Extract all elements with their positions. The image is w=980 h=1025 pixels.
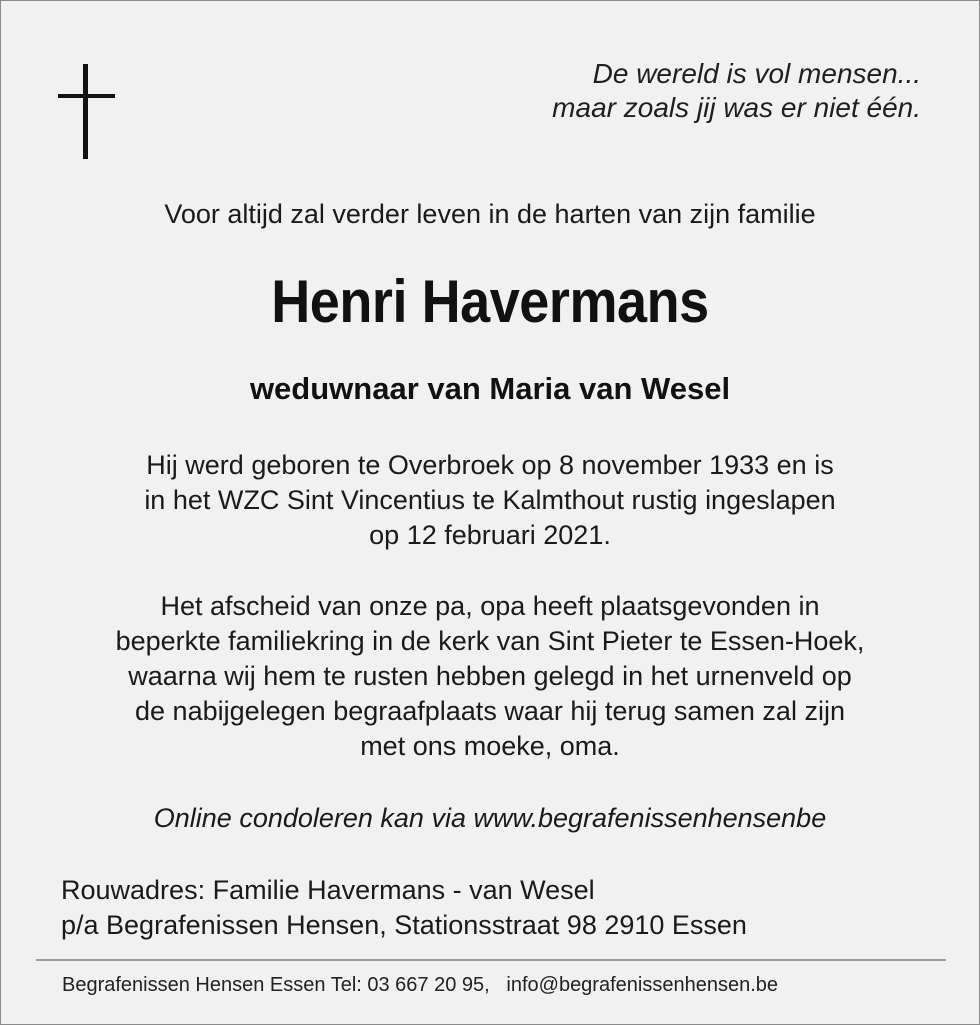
- spouse-line: weduwnaar van Maria van Wesel: [249, 371, 731, 406]
- footer-divider: [36, 959, 946, 961]
- farewell-paragraph: [1, 589, 979, 764]
- mourning-address: [61, 873, 747, 943]
- footer: [62, 972, 778, 998]
- deceased-name: Henri Havermans: [271, 268, 709, 335]
- footer-email: info@begrafenissenhensen.be: [506, 974, 779, 996]
- farewell-line-2: beperkte familiekring in de kerk van Sint Pieter te Essen-Hoek,: [115, 626, 865, 656]
- birth-line-3: op 12 februari 2021.: [369, 520, 611, 550]
- farewell-line-4: de nabijgelegen begraafplaats waar hij terug samen zal zijn: [135, 696, 845, 726]
- birth-line-2: in het WZC Sint Vincentius te Kalmthout rustig ingeslapen: [144, 485, 836, 515]
- online-condolence-text: Online condoleren kan via www.begrafenissenhensenbe: [153, 803, 827, 833]
- cross-horizontal-bar: [58, 94, 115, 98]
- footer-company-phone: Begrafenissen Hensen Essen Tel: 03 667 20 95,: [62, 974, 490, 996]
- farewell-line-3: waarna wij hem te rusten hebben gelegd in het urnenveld op: [128, 661, 852, 691]
- farewell-line-5: met ons moeke, oma.: [360, 731, 620, 761]
- address-line-2: p/a Begrafenissen Hensen, Stationsstraat 98 2910 Essen: [61, 910, 747, 940]
- address-line-1: Rouwadres: Familie Havermans - van Wesel: [61, 875, 595, 905]
- cross-icon: [58, 64, 115, 159]
- birth-paragraph: [1, 448, 979, 553]
- farewell-line-1: Het afscheid van onze pa, opa heeft plaatsgevonden in: [160, 591, 820, 621]
- cross-vertical-bar: [83, 64, 88, 159]
- memorial-quote: [552, 57, 921, 125]
- intro-text: Voor altijd zal verder leven in de harten van zijn familie: [164, 199, 816, 229]
- birth-line-1: Hij werd geboren te Overbroek op 8 november 1933 en is: [146, 450, 834, 480]
- quote-line-1: De wereld is vol mensen...: [592, 58, 921, 89]
- quote-line-2: maar zoals jij was er niet één.: [552, 92, 921, 123]
